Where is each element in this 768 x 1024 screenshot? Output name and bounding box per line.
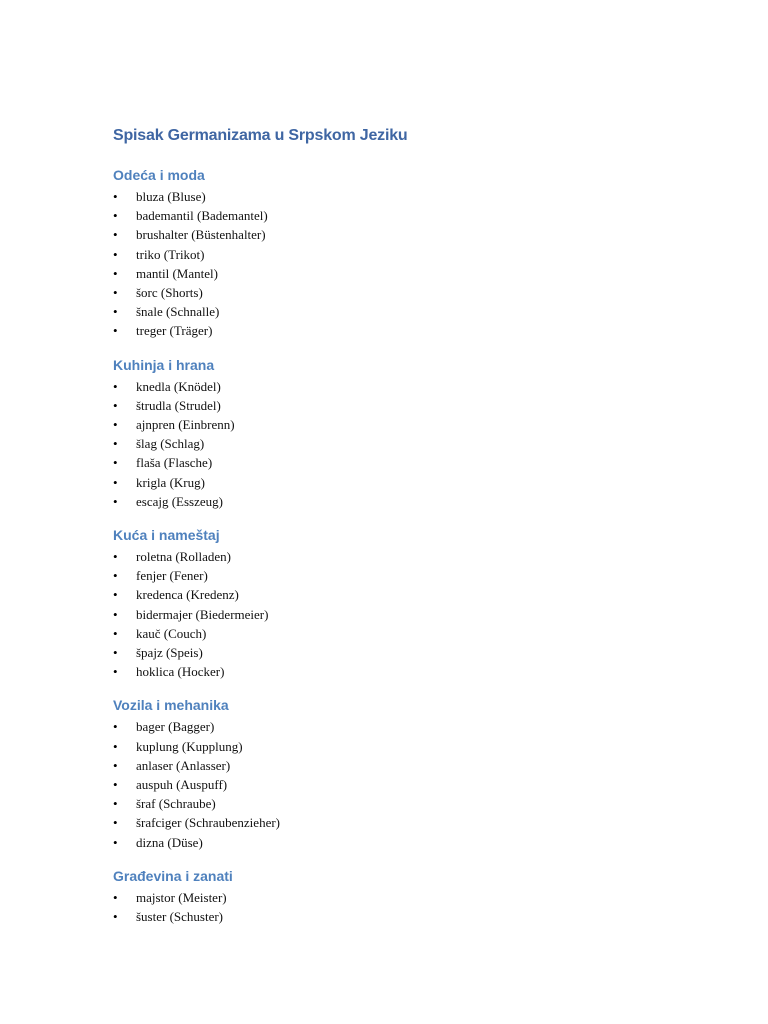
section-heading: Kuhinja i hrana: [113, 356, 215, 373]
item-text: kauč (Couch): [136, 625, 207, 641]
bullet-icon: •: [113, 208, 118, 224]
bullet-icon: •: [113, 719, 118, 735]
document-title: Spisak Germanizama u Srpskom Jeziku: [113, 127, 408, 144]
bullet-icon: •: [113, 549, 118, 565]
bullet-icon: •: [113, 474, 118, 490]
item-text: knedla (Knödel): [136, 378, 221, 394]
bullet-icon: •: [113, 815, 118, 831]
list-item: [113, 492, 713, 511]
bullet-icon: •: [113, 285, 118, 301]
item-text: šlag (Schlag): [136, 436, 205, 452]
bullet-icon: •: [113, 909, 118, 925]
item-list: [113, 547, 713, 681]
item-text: hoklica (Hocker): [136, 664, 225, 680]
item-text: šraf (Schraube): [136, 796, 216, 812]
item-text: escajg (Esszeug): [136, 493, 223, 509]
list-item: [113, 225, 713, 244]
item-text: ajnpren (Einbrenn): [136, 417, 235, 433]
bullet-icon: •: [113, 189, 118, 204]
item-list: [113, 888, 713, 926]
section-vehicles: [113, 695, 713, 851]
item-text: bademantil (Bademantel): [136, 208, 268, 224]
item-text: anlaser (Anlasser): [136, 757, 231, 773]
list-item: [113, 473, 713, 492]
list-item: [113, 245, 713, 264]
list-item: [113, 794, 713, 813]
bullet-icon: •: [113, 738, 118, 754]
list-item: [113, 643, 713, 662]
item-text: bager (Bagger): [136, 719, 215, 735]
list-item: [113, 737, 713, 756]
item-text: bidermajer (Biedermeier): [136, 606, 269, 622]
bullet-icon: •: [113, 834, 118, 850]
section-kitchen: [113, 355, 713, 511]
section-heading: Vozila i mehanika: [113, 697, 229, 714]
item-text: štrudla (Strudel): [136, 397, 221, 413]
item-list: [113, 187, 713, 341]
item-text: šrafciger (Schraubenzieher): [136, 815, 280, 831]
item-text: mantil (Mantel): [136, 265, 218, 281]
bullet-icon: •: [113, 757, 118, 773]
item-text: bluza (Bluse): [136, 189, 206, 204]
item-text: roletna (Rolladen): [136, 549, 231, 565]
bullet-icon: •: [113, 455, 118, 471]
bullet-icon: •: [113, 493, 118, 509]
item-text: majstor (Meister): [136, 889, 227, 905]
list-item: [113, 434, 713, 453]
section-construction: [113, 866, 713, 926]
bullet-icon: •: [113, 625, 118, 641]
bullet-icon: •: [113, 227, 118, 243]
item-text: triko (Trikot): [136, 246, 205, 262]
bullet-icon: •: [113, 397, 118, 413]
item-text: šuster (Schuster): [136, 909, 224, 925]
bullet-icon: •: [113, 568, 118, 584]
item-list: [113, 377, 713, 511]
list-item: [113, 717, 713, 736]
section-heading: Odeća i moda: [113, 167, 205, 183]
list-item: [113, 605, 713, 624]
list-item: [113, 775, 713, 794]
list-item: [113, 813, 713, 832]
bullet-icon: •: [113, 436, 118, 452]
item-text: auspuh (Auspuff): [136, 777, 228, 793]
list-item: [113, 453, 713, 472]
bullet-icon: •: [113, 587, 118, 603]
item-text: špajz (Speis): [136, 645, 203, 661]
list-item: [113, 624, 713, 643]
bullet-icon: •: [113, 417, 118, 433]
item-text: flaša (Flasche): [136, 455, 213, 471]
item-text: treger (Träger): [136, 323, 213, 339]
item-text: dizna (Düse): [136, 834, 203, 850]
list-item: [113, 547, 713, 566]
section-heading: Građevina i zanati: [113, 867, 233, 884]
section-clothing: [113, 165, 713, 341]
bullet-icon: •: [113, 889, 118, 905]
list-item: [113, 833, 713, 852]
list-item: [113, 566, 713, 585]
list-item: [113, 206, 713, 225]
list-item: [113, 321, 713, 340]
bullet-icon: •: [113, 246, 118, 262]
section-home: [113, 525, 713, 681]
bullet-icon: •: [113, 606, 118, 622]
item-text: krigla (Krug): [136, 474, 205, 490]
bullet-icon: •: [113, 664, 118, 680]
bullet-icon: •: [113, 378, 118, 394]
list-item: [113, 907, 713, 926]
bullet-icon: •: [113, 304, 118, 320]
list-item: [113, 302, 713, 321]
list-item: [113, 187, 713, 206]
list-item: [113, 283, 713, 302]
item-text: šorc (Shorts): [136, 285, 203, 301]
item-text: šnale (Schnalle): [136, 304, 220, 320]
bullet-icon: •: [113, 777, 118, 793]
list-item: [113, 888, 713, 907]
section-heading: Kuća i nameštaj: [113, 527, 220, 544]
bullet-icon: •: [113, 645, 118, 661]
bullet-icon: •: [113, 796, 118, 812]
list-item: [113, 415, 713, 434]
item-text: kuplung (Kupplung): [136, 738, 243, 754]
item-text: fenjer (Fener): [136, 568, 208, 584]
item-text: kredenca (Kredenz): [136, 587, 239, 603]
list-item: [113, 756, 713, 775]
list-item: [113, 662, 713, 681]
list-item: [113, 264, 713, 283]
list-item: [113, 396, 713, 415]
bullet-icon: •: [113, 265, 118, 281]
bullet-icon: •: [113, 323, 118, 339]
item-list: [113, 717, 713, 851]
list-item: [113, 585, 713, 604]
list-item: [113, 377, 713, 396]
item-text: brushalter (Büstenhalter): [136, 227, 266, 243]
document-page: [113, 124, 713, 940]
